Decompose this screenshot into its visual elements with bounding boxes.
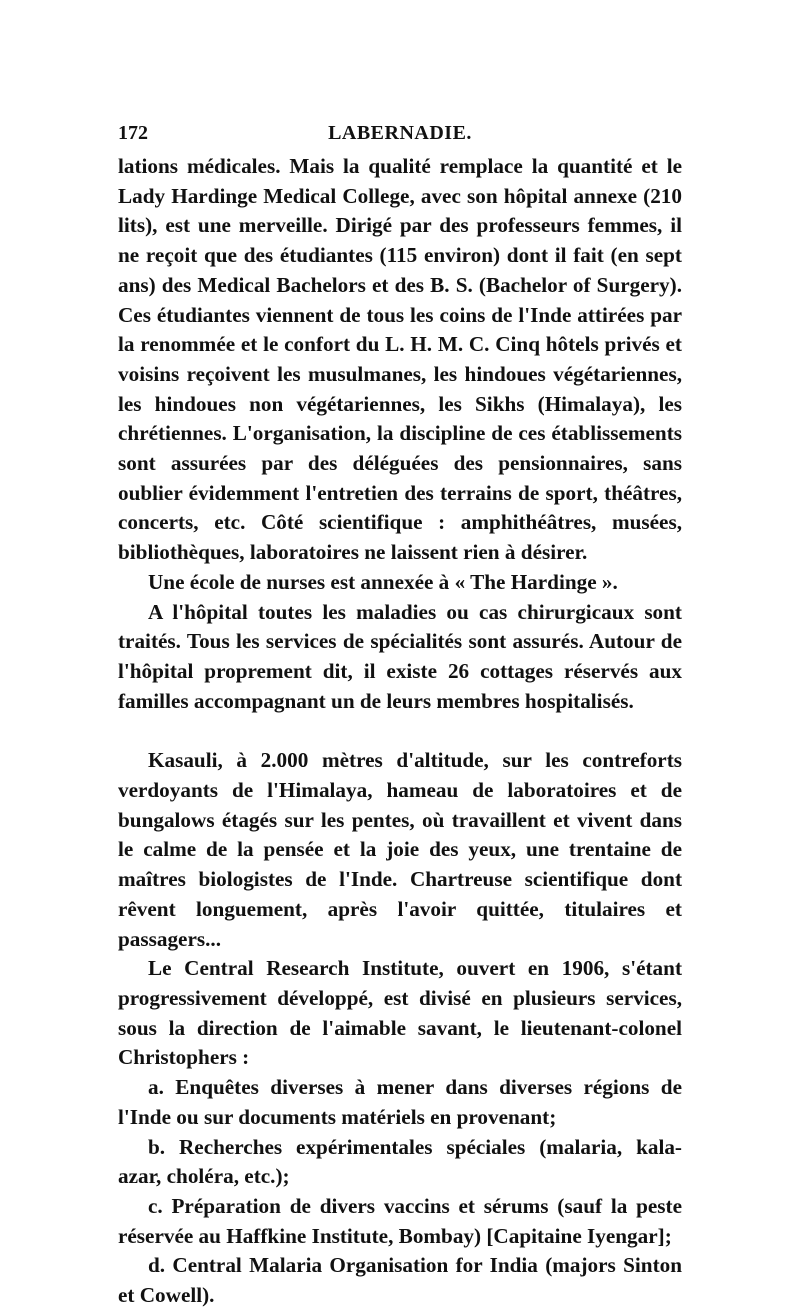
running-head: LABERNADIE. <box>328 122 472 144</box>
page-header <box>118 122 682 148</box>
page-body <box>118 152 682 1311</box>
list-item: a. Enquêtes diverses à mener dans diverses régions de l'Inde ou sur documents matériels en provenant; <box>118 1075 682 1129</box>
list-item: d. Central Malaria Organisation for India (majors Sinton et Cowell). <box>118 1253 682 1308</box>
paragraph: Une école de nurses est annexée à « The Hardinge ». <box>148 569 618 594</box>
paragraph: A l'hôpital toutes les maladies ou cas chirurgicaux sont traités. Tous les services de spécialités sont assurés. Autour de l'hôpital proprement dit, il existe 26 cottages réservés aux familles accompagnant un de leurs membres hospitalisés. <box>118 599 682 713</box>
section-gap <box>118 716 682 746</box>
paragraph: Kasauli, à 2.000 mètres d'altitude, sur les contreforts verdoyants de l'Himalaya, hameau de laboratoires et de bungalows étagés sur les pentes, où travaillent et vivent dans le calme de la pensée et la joie des yeux, une trentaine de maîtres biologistes de l'Inde. Chartreuse scientifique dont rêvent longuement, après l'avoir quittée, titulaires et passagers... <box>118 748 682 951</box>
list-item: c. Préparation de divers vaccins et sérums (sauf la peste réservée au Haffkine Institute, Bombay) [Capitaine Iyengar]; <box>118 1193 682 1248</box>
list-item: b. Recherches expérimentales spéciales (malaria, kala-azar, choléra, etc.); <box>118 1134 682 1189</box>
paragraph: lations médicales. Mais la qualité remplace la quantité et le Lady Hardinge Medical College, avec son hôpital annexe (210 lits), est une merveille. Dirigé par des professeurs femmes, il ne reçoit que des étudiantes (115 environ) dont il fait (en sept ans) des Medical Bachelors et des B. S. (Bachelor of Surgery). Ces étudiantes viennent de tous les coins de l'Inde attirées par la renommée et le confort du L. H. M. C. Cinq hôtels privés et voisins reçoivent les musulmanes, les hindoues végétariennes, les hindoues non végétariennes, les Sikhs (Himalaya), les chrétiennes. L'organisation, la discipline de ces établissements sont assurées par des déléguées des pensionnaires, sans oublier évidemment l'entretien des terrains de sport, théâtres, concerts, etc. Côté scientifique : amphithéâtres, musées, bibliothèques, laboratoires ne laissent rien à désirer. <box>118 154 682 565</box>
paragraph: Le Central Research Institute, ouvert en 1906, s'étant progressivement développé, est divisé en plusieurs services, sous la direction de l'aimable savant, le lieutenant-colonel Christophers : <box>118 956 682 1070</box>
page-number: 172 <box>118 122 148 144</box>
